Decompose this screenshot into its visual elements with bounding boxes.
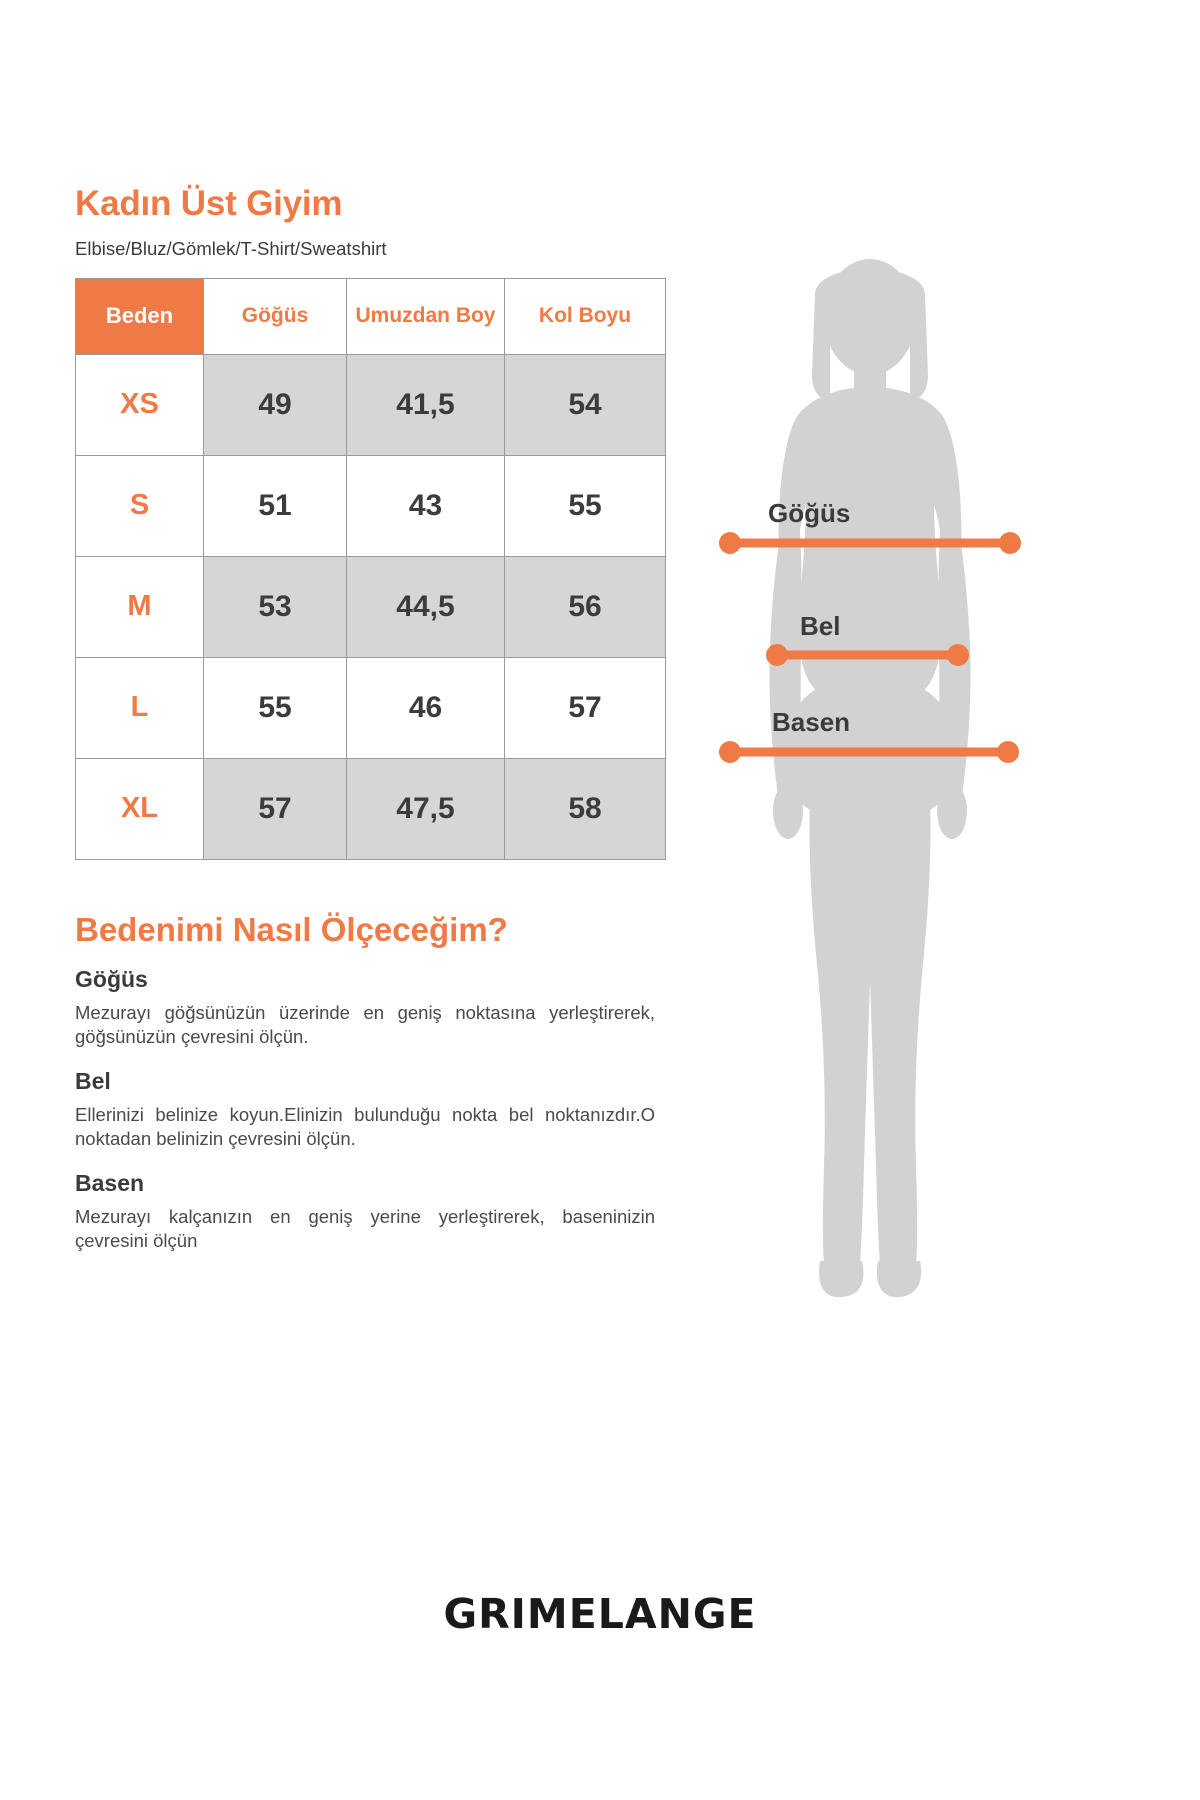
figure-label-chest: Göğüs: [768, 498, 851, 528]
cell-kol: 55: [505, 455, 666, 556]
cell-kol: 58: [505, 758, 666, 859]
cell-boy: 46: [347, 657, 505, 758]
table-row: [76, 354, 666, 455]
table-row: [76, 455, 666, 556]
cell-boy: 41,5: [347, 354, 505, 455]
cell-size: XL: [76, 758, 204, 859]
measure-heading-bel: Bel: [75, 1067, 111, 1094]
left-column: [75, 185, 675, 1271]
measure-heading-gogus: Göğüs: [75, 965, 148, 992]
page-title: Kadın Üst Giyim: [75, 184, 343, 223]
cell-boy: 43: [347, 455, 505, 556]
female-silhouette-icon: [660, 255, 1080, 1335]
cell-boy: 44,5: [347, 556, 505, 657]
cell-gogus: 57: [204, 758, 347, 859]
cell-size: S: [76, 455, 204, 556]
cell-gogus: 51: [204, 455, 347, 556]
table-header-row: [76, 278, 666, 354]
cell-gogus: 53: [204, 556, 347, 657]
cell-kol: 57: [505, 657, 666, 758]
table-header: [76, 278, 666, 354]
column-header-umuzdan-boy: Umuzdan Boy: [347, 278, 505, 354]
figure-label-hip: Basen: [772, 707, 851, 737]
measure-heading-basen: Basen: [75, 1169, 145, 1196]
column-header-gogus: Göğüs: [204, 278, 347, 354]
measure-text-bel: Ellerinizi belinize koyun.Elinizin bulunduğu nokta bel noktanızdır.O noktadan belinizin çevresini ölçün.: [75, 1103, 655, 1150]
cell-kol: 54: [505, 354, 666, 455]
measure-text-basen: Mezurayı kalçanızın en geniş yerine yerleştirerek, baseninizin çevresini ölçün: [75, 1205, 655, 1252]
how-to-measure-title: Bedenimi Nasıl Ölçeceğim?: [75, 910, 508, 948]
table-row: [76, 657, 666, 758]
table-body: [76, 354, 666, 859]
brand-logo: GRIMELANGE: [443, 1590, 757, 1638]
cell-size: M: [76, 556, 204, 657]
cell-gogus: 55: [204, 657, 347, 758]
figure-label-waist: Bel: [800, 611, 841, 641]
cell-size: XS: [76, 354, 204, 455]
table-row: [76, 556, 666, 657]
cell-size: L: [76, 657, 204, 758]
body-figure: [660, 255, 1080, 1335]
measure-section-bel: [75, 1068, 675, 1152]
measure-text-gogus: Mezurayı göğsünüzün üzerinde en geniş noktasına yerleştirerek, göğsünüzün çevresini ölçün.: [75, 1001, 655, 1048]
size-table: [75, 278, 666, 860]
cell-gogus: 49: [204, 354, 347, 455]
footer: [0, 1590, 1200, 1638]
column-header-kol-boyu: Kol Boyu: [505, 278, 666, 354]
measure-section-gogus: [75, 966, 675, 1050]
table-row: [76, 758, 666, 859]
cell-boy: 47,5: [347, 758, 505, 859]
measure-section-basen: [75, 1170, 675, 1254]
column-header-beden: Beden: [76, 278, 204, 354]
cell-kol: 56: [505, 556, 666, 657]
page-subtitle: Elbise/Bluz/Gömlek/T-Shirt/Sweatshirt: [75, 237, 387, 259]
